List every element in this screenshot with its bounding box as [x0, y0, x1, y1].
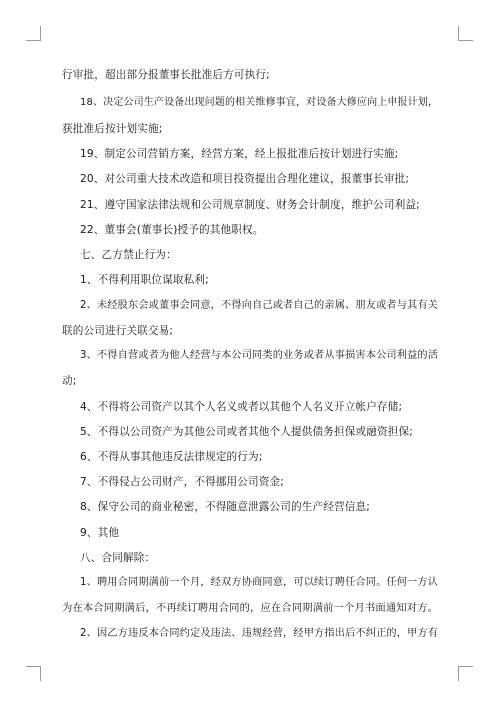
- text-line: 20、对公司重大技术改造和项目投资提出合理化建议，报董事长审批;: [80, 173, 410, 185]
- text-line: 动;: [62, 375, 77, 387]
- text-line: 3、不得自营或者为他人经营与本公司同类的业务或者从事损害本公司利益的活: [80, 350, 439, 361]
- text-line: 6、不得从事其他违反法律规定的行为;: [80, 451, 263, 463]
- text-line: 19、制定公司营销方案，经营方案，经上报批准后按计划进行实施;: [80, 148, 399, 160]
- text-line: 4、不得将公司资产以其个人名义或者以其他个人名义开立帐户存储;: [80, 401, 403, 413]
- text-line: 2、因乙方违反本合同约定及违法、违规经营，经甲方指出后不纠正的，甲方有: [80, 628, 439, 639]
- text-line: 1、聘用合同期满前一个月，经双方协商同意，可以续订聘任合同。任何一方认: [80, 577, 439, 588]
- text-line: 2、未经股东会或董事会同意，不得向自己或者自己的亲属、朋友或者与其有关: [80, 300, 439, 311]
- text-line: 获批准后按计划实施;: [62, 123, 163, 135]
- text-line: 联的公司进行关联交易;: [62, 325, 174, 337]
- text-line: 7、不得侵占公司财产，不得挪用公司资金;: [80, 476, 284, 488]
- text-line: 为在本合同期满后，不再续订聘用合同的，应在合同期满前一个月书面通知对方。: [62, 602, 439, 614]
- text-line: 行审批，超出部分报董事长批准后方可执行;: [62, 69, 270, 81]
- text-line: 21、遵守国家法律法规和公司规章制度、财务会计制度，维护公司利益;: [80, 199, 420, 211]
- text-line: 18、决定公司生产设备出现问题的相关维修事宜，对设备大修应向上申报计划，: [80, 97, 439, 108]
- text-line: 1、不得利用职位谋取私利;: [80, 274, 209, 286]
- section-heading: 八、合同解除：: [80, 552, 156, 564]
- section-heading: 七、乙方禁止行为：: [80, 249, 177, 261]
- text-line: 9、其他: [80, 527, 120, 539]
- text-line: 8、保守公司的商业秘密，不得随意泄露公司的生产经营信息;: [80, 501, 370, 513]
- text-line: 22、董事会(董事长)授予的其他职权。: [80, 224, 264, 236]
- text-line: 5、不得以公司资产为其他公司或者其他个人提供债务担保或融资担保;: [80, 426, 413, 438]
